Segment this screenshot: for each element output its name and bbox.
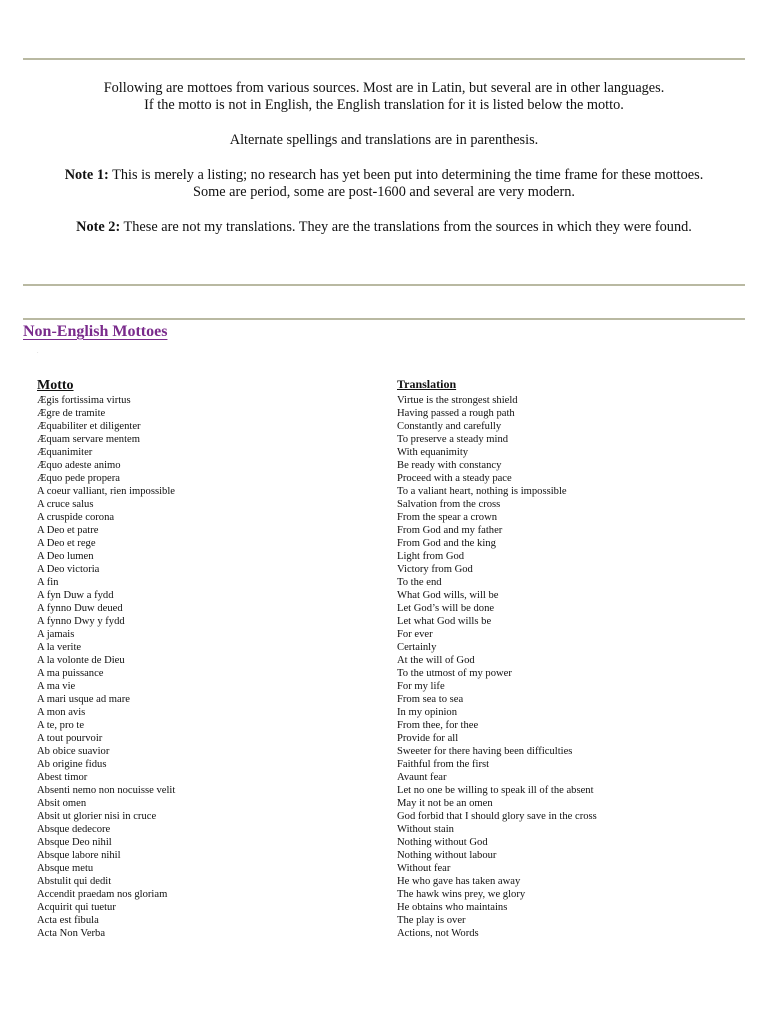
motto-item: Ægis fortissima virtus: [37, 395, 131, 406]
motto-item: Absque Deo nihil: [37, 837, 112, 848]
motto-item: Accendit praedam nos gloriam: [37, 889, 168, 900]
motto-item: Ab obice suavior: [37, 746, 110, 757]
translation-item: Light from God: [397, 551, 465, 562]
motto-list: [37, 394, 175, 940]
translation-item: With equanimity: [397, 447, 469, 458]
intro-text: [23, 80, 745, 237]
motto-item: A Deo et rege: [37, 538, 96, 549]
motto-item: Abstulit qui dedit: [37, 876, 112, 887]
motto-item: Absenti nemo non nocuisse velit: [37, 785, 176, 796]
translation-item: The play is over: [397, 915, 466, 926]
motto-item: A cruspide corona: [37, 512, 115, 523]
translation-item: May it not be an omen: [397, 798, 493, 809]
note-2-text: These are not my translations. They are the translations from the sources in which they were found.: [120, 219, 692, 236]
note-1-line-2: Some are period, some are post-1600 and several are very modern.: [193, 184, 575, 201]
motto-item: A Deo victoria: [37, 564, 100, 575]
motto-item: A ma puissance: [37, 668, 104, 679]
motto-item: Æquo adeste animo: [37, 460, 121, 471]
motto-item: A Deo et patre: [37, 525, 99, 536]
translation-item: Constantly and carefully: [397, 421, 502, 432]
translation-item: Having passed a rough path: [397, 408, 515, 419]
translation-item: Avaunt fear: [397, 772, 447, 783]
translation-item: Let God’s will be done: [397, 603, 495, 614]
motto-item: Absit ut glorier nisi in cruce: [37, 811, 157, 822]
motto-item: Absit omen: [37, 798, 87, 809]
translation-item: To the utmost of my power: [397, 668, 512, 679]
translation-item: At the will of God: [397, 655, 475, 666]
motto-item: Absque metu: [37, 863, 94, 874]
translation-item: Salvation from the cross: [397, 499, 501, 510]
motto-item: Absque dedecore: [37, 824, 111, 835]
note-2-label: Note 2:: [76, 219, 121, 236]
translation-item: Certainly: [397, 642, 437, 653]
motto-item: Acta Non Verba: [37, 928, 106, 939]
motto-item: Æquo pede propera: [37, 473, 120, 484]
motto-item: A tout pourvoir: [37, 733, 103, 744]
translation-item: To the end: [397, 577, 442, 588]
motto-item: A mon avis: [37, 707, 86, 718]
intro-line-1: Following are mottoes from various sources. Most are in Latin, but several are in other languages.: [103, 80, 665, 96]
motto-item: A fyn Duw a fydd: [37, 590, 114, 601]
intro-line-2: If the motto is not in English, the English translation for it is listed below the motto.: [144, 97, 624, 114]
translation-item: Victory from God: [397, 564, 473, 575]
intro-line-3: Alternate spellings and translations are in parenthesis.: [229, 132, 539, 149]
translation-item: In my opinion: [397, 707, 458, 718]
translation-item: Proceed with a steady pace: [397, 473, 512, 484]
translation-item: To a valiant heart, nothing is impossible: [397, 486, 567, 497]
translation-item: To preserve a steady mind: [397, 434, 509, 445]
note-1-text: This is merely a listing; no research has yet been put into determining the time frame for these mottoes.: [108, 167, 704, 183]
translation-item: God forbid that I should glory save in the cross: [397, 811, 597, 822]
motto-item: A cruce salus: [37, 499, 94, 510]
section-divider: [23, 318, 745, 320]
translation-item: From God and my father: [397, 525, 503, 536]
motto-item: A mari usque ad mare: [37, 694, 130, 705]
motto-item: A ma vie: [37, 681, 76, 692]
motto-item: A fin: [37, 577, 59, 588]
translation-item: From God and the king: [397, 538, 496, 549]
translation-item: For ever: [397, 629, 433, 640]
note-1: [23, 167, 745, 184]
translation-item: Be ready with constancy: [397, 460, 502, 471]
translation-item: Faithful from the first: [397, 759, 490, 770]
note-1-label: Note 1:: [64, 167, 109, 183]
section-title-link[interactable]: Non-English Mottoes: [23, 323, 168, 340]
motto-item: Absque labore nihil: [37, 850, 121, 861]
note-2: [23, 219, 745, 236]
translation-item: He obtains who maintains: [397, 902, 508, 913]
translation-item: From sea to sea: [397, 694, 464, 705]
motto-item: A la volonte de Dieu: [37, 655, 125, 666]
motto-item: Ægre de tramite: [37, 408, 106, 419]
translation-item: Without fear: [397, 863, 451, 874]
translation-item: From thee, for thee: [397, 720, 479, 731]
translation-list: [397, 394, 597, 940]
middle-divider: [23, 284, 745, 286]
translation-item: For my life: [397, 681, 445, 692]
translation-column-header: Translation: [397, 377, 457, 391]
motto-item: Acta est fibula: [37, 915, 99, 926]
spacer-dot: .: [37, 349, 39, 355]
translation-item: Let what God wills be: [397, 616, 492, 627]
translation-item: What God wills, will be: [397, 590, 499, 601]
translation-item: From the spear a crown: [397, 512, 498, 523]
motto-item: Æquabiliter et diligenter: [37, 421, 141, 432]
translation-item: Sweeter for there having been difficulties: [397, 746, 573, 757]
motto-item: A fynno Duw deued: [37, 603, 123, 614]
translation-item: Provide for all: [397, 733, 459, 744]
motto-item: A Deo lumen: [37, 551, 94, 562]
motto-item: A fynno Dwy y fydd: [37, 616, 125, 627]
translation-item: Without stain: [397, 824, 454, 835]
translation-item: The hawk wins prey, we glory: [397, 889, 526, 900]
translation-item: Let no one be willing to speak ill of the absent: [397, 785, 594, 796]
motto-item: Æquanimiter: [37, 447, 93, 458]
top-divider: [23, 58, 745, 60]
motto-item: Abest timor: [37, 772, 88, 783]
motto-item: Æquam servare mentem: [37, 434, 140, 445]
translation-item: Virtue is the strongest shield: [397, 395, 518, 406]
motto-item: Ab origine fidus: [37, 759, 107, 770]
motto-item: A la verite: [37, 642, 82, 653]
translation-item: Nothing without labour: [397, 850, 497, 861]
translation-item: Actions, not Words: [397, 928, 479, 939]
motto-item: A jamais: [37, 629, 75, 640]
motto-item: A coeur valliant, rien impossible: [37, 486, 175, 497]
motto-column-header: Motto: [37, 378, 74, 393]
translation-item: He who gave has taken away: [397, 876, 521, 887]
motto-item: A te, pro te: [37, 720, 85, 731]
motto-item: Acquirit qui tuetur: [37, 902, 116, 913]
translation-item: Nothing without God: [397, 837, 488, 848]
